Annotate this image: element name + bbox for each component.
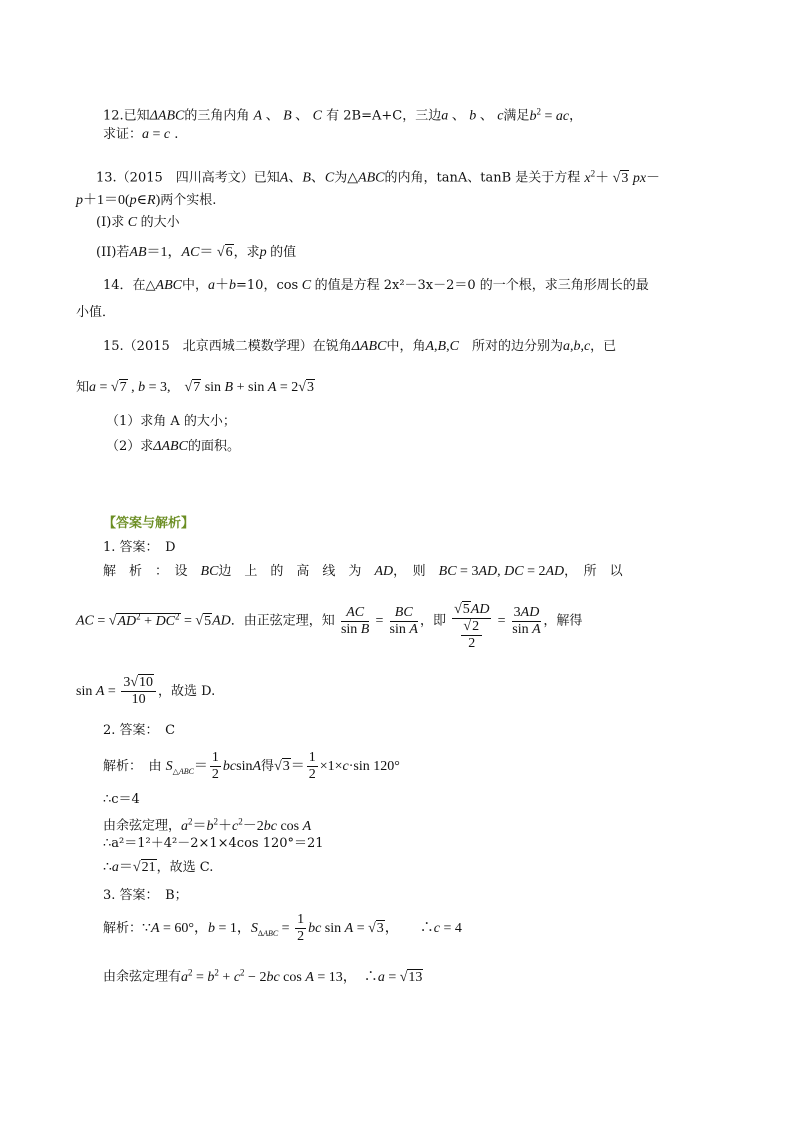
fraction-half-3: $\frac{1}{2}$ — [297, 912, 305, 944]
a3-line2: 由余弦定理有$a^2 = b^2 + c^2 - 2bc$ cos A = 13， ∴a = √13 — [103, 967, 423, 985]
a1-line3: sin A = $\frac{3√10}{10}$ ，故选 D. — [76, 675, 216, 707]
q14-line1: 14．在△ABC中，a＋b=10，cos C 的值是方程 2x²－3x－2＝0 的一个根，求三角形周长的最 — [103, 278, 649, 293]
q15-part2: （2）求ΔABC的面积。 — [106, 439, 240, 454]
a1-line2: AC = $√AD^2 + DC^2 = √5AD$．由正弦定理，知 $\frac{AC}{\text{sin B}}$ = $\frac{BC}{\text{sin A}}$ ，即 $\frac{√5AD}{\frac{√2}{2}}$ = $\frac{3AD}{\text{sin A}}$ ，解得 — [76, 601, 583, 651]
a2-answer: 2. 答案： C — [103, 723, 176, 738]
a2-line2: ∴c＝4 — [103, 792, 140, 807]
q12-line2: 求证：a = c . — [103, 127, 179, 142]
a1-line1: 解 析 ： 设 BC边 上 的 高 线 为 AD， 则 BC = 3AD, DC = 2AD， 所 以 — [103, 564, 623, 579]
q13-part2: (II)若AB＝1，AC＝ √6，求p 的值 — [96, 245, 297, 260]
fraction-sqrt5ad: $\frac{√5AD}{\frac{√2}{2}}$ — [454, 601, 490, 651]
a1-answer: 1. 答案： D — [103, 540, 176, 555]
a3-line1: 解析：∵A = 60°，b = 1，$S_{\Delta ABC}$ = $\frac{1}{2}$ bc sin A = √3， ∴c = 4 — [103, 912, 462, 944]
fraction-bc-sina: $\frac{BC}{\text{sin A}}$ — [389, 604, 418, 637]
q12-line1: 12.已知ΔABC的三角内角 A 、 B 、 C 有 2B=A+C，三边a 、 b 、 c满足$b^2$ = ac， — [103, 106, 583, 124]
q13-part1: (I)求 C 的大小 — [96, 215, 180, 230]
a2-line5: ∴a＝√21，故选 C. — [103, 860, 214, 875]
fraction-half-2: $\frac{1}{2}$ — [308, 750, 316, 782]
fraction-half: $\frac{1}{2}$ — [211, 750, 219, 782]
fraction-3ad-sina: $\frac{3AD}{\text{sin A}}$ — [512, 604, 541, 637]
a2-line4: ∴a²＝1²＋4²－2×1×4cos 120°＝21 — [103, 836, 324, 851]
q15-line2: 知a = √7 , b = 3, √7 sin B + sin A = 2√3 — [76, 380, 314, 395]
q15-line1: 15.（2015 北京西城二模数学理）在锐角ΔABC中，角A,B,C 所对的边分别为a,b,c，已 — [103, 339, 617, 354]
q13-line2: p＋1＝0(p∈R)两个实根. — [76, 193, 217, 208]
answers-header: 【答案与解析】 — [103, 516, 195, 531]
a2-line1: 解析： 由 $S_{\triangle ABC}=$ $\frac{1}{2}$ bcsinA得√3＝ $\frac{1}{2}$ ×1×c·sin 120° — [103, 750, 400, 782]
q14-line2: 小值． — [76, 305, 116, 320]
a3-answer: 3. 答案： B； — [103, 888, 188, 903]
a2-line3: 由余弦定理，$a^2=b^2+c^2-2bc$ cos A — [103, 816, 312, 834]
fraction-ac-sinb: $\frac{AC}{\text{sin B}}$ — [340, 604, 370, 637]
q15-part1: （1）求角 A 的大小； — [106, 414, 236, 429]
q13-line1: 13.（2015 四川高考文）已知A、B、C为△ABC的内角，tanA、tanB 是关于方程 $x^2+ √3$ px－ — [96, 168, 661, 186]
fraction-3sqrt10: $\frac{3√10}{10}$ — [121, 675, 156, 708]
